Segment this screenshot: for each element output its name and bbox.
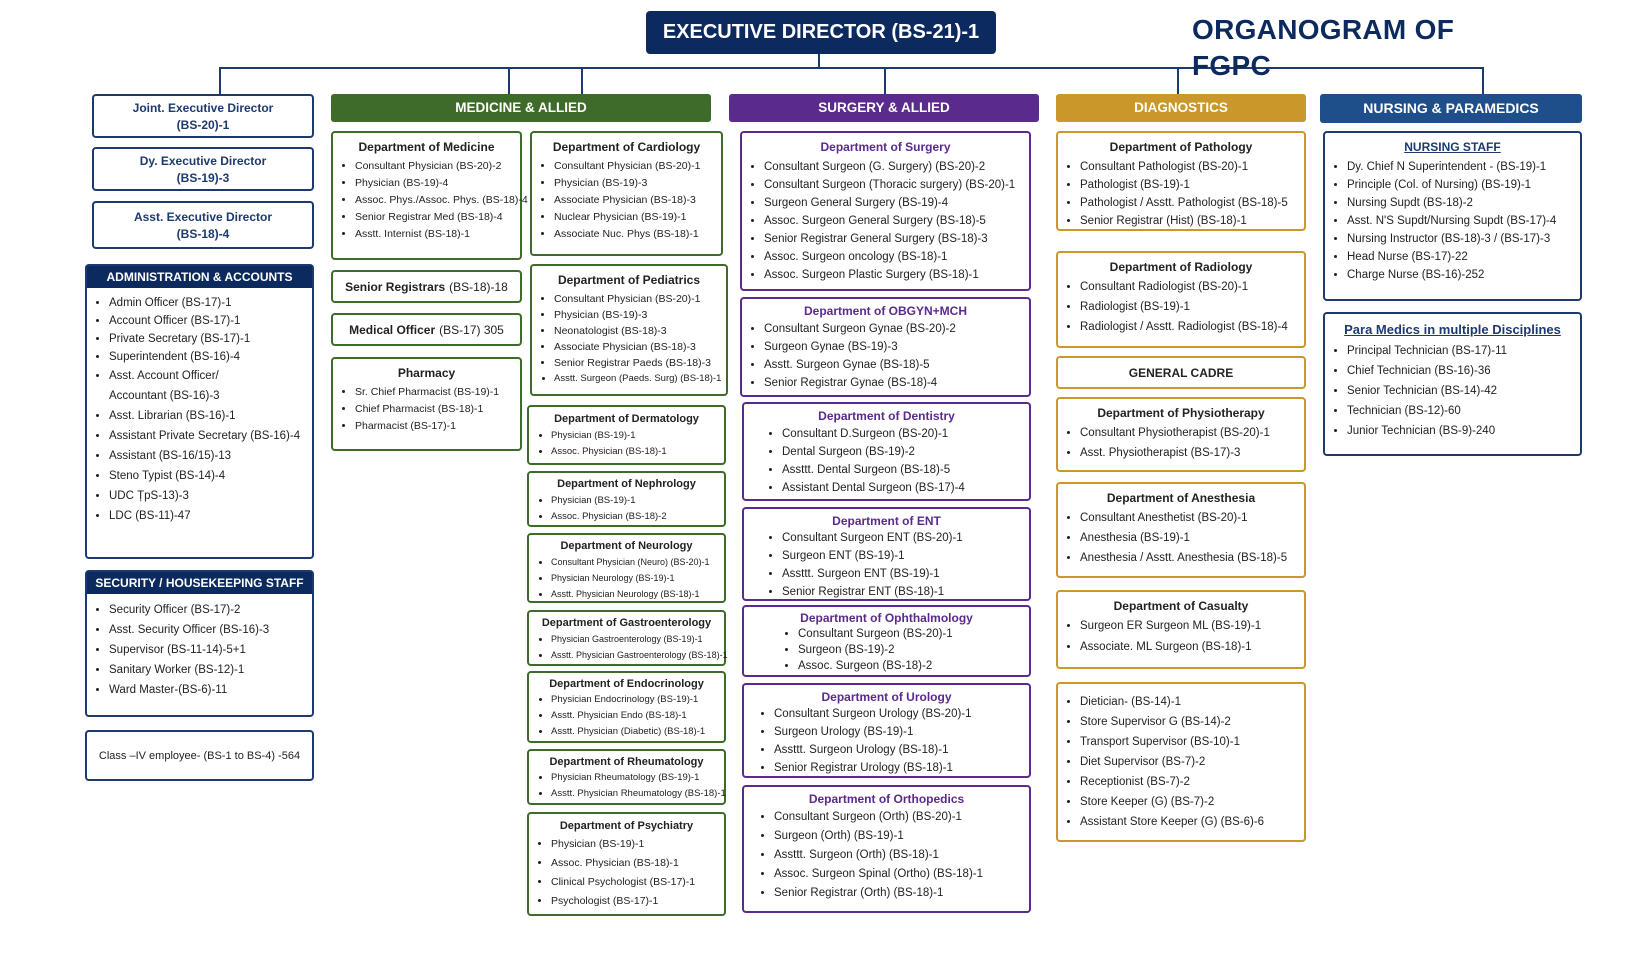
list-item: • Physician (BS-19)-3: [554, 307, 726, 323]
list-item: • Senior Registrar (Orth) (BS-18)-1: [774, 884, 1029, 903]
medical-officer-box: [331, 313, 522, 346]
dept-anesthesia-title: Department of Anesthesia: [1106, 491, 1256, 505]
dept-dentistry-title: Department of Dentistry: [818, 409, 955, 423]
list-item: • Security Officer (BS-17)-2: [109, 600, 312, 620]
dept-nephrology-box: [527, 471, 726, 527]
list-item: • Assoc. Surgeon General Surgery (BS-18)-5: [764, 212, 1029, 230]
list-item: • LDC (BS-11)-47: [109, 506, 312, 526]
list-item: • Assoc. Surgeon Plastic Surgery (BS-18)-1: [764, 266, 1029, 284]
dept-urology-title: Department of Urology: [821, 690, 952, 704]
pharmacy-box: [331, 357, 522, 451]
dept-obgyn-box: [740, 297, 1031, 397]
list-item: • Dental Surgeon (BS-19)-2: [782, 443, 1029, 461]
dept-urology-box: [742, 683, 1031, 778]
dept-physio-box: [1056, 397, 1306, 472]
paramedics-box: [1323, 312, 1582, 456]
connector-diagnostics: [1177, 67, 1179, 94]
connector-admin: [219, 67, 221, 94]
list-item: • Supervisor (BS-11-14)-5+1: [109, 640, 312, 660]
asst-ed-title: Asst. Executive Director: [133, 210, 273, 224]
list-item: • Physician (BS-19)-1: [551, 835, 724, 854]
list-item: • Assistant Dental Surgeon (BS-17)-4: [782, 479, 1029, 497]
dept-neurology-title: Department of Neurology: [560, 540, 693, 552]
asst-ed-box: [92, 201, 314, 249]
list-item: • Pathologist (BS-19)-1: [1080, 176, 1304, 194]
list-item: • Consultant Surgeon (Thoracic surgery) (BS-20)-1: [764, 176, 1029, 194]
list-item: • Consultant Surgeon Gynae (BS-20)-2: [764, 320, 1029, 338]
list-item: • Consultant Surgeon Urology (BS-20)-1: [774, 705, 1029, 723]
list-item: • Assistant Private Secretary (BS-16)-4: [109, 426, 312, 446]
list-item: • Assoc. Physician (BS-18)-1: [551, 444, 724, 460]
list-item: • Head Nurse (BS-17)-22: [1347, 248, 1580, 266]
list-item: • Assttt. Surgeon (Orth) (BS-18)-1: [774, 846, 1029, 865]
dept-surgery-box: [740, 131, 1031, 291]
dept-endo-title: Department of Endocrinology: [549, 678, 704, 690]
list-item: • UDC ȚpS-13)-3: [109, 486, 312, 506]
list-item: • Principal Technician (BS-17)-11: [1347, 341, 1580, 361]
list-item: • Surgeon ENT (BS-19)-1: [782, 547, 1029, 565]
dept-pediatrics-box: [530, 264, 728, 396]
nursing-staff-title: NURSING STAFF: [1404, 140, 1501, 154]
pharmacy-title: Pharmacy: [397, 366, 456, 380]
list-item: • Assoc. Surgeon (BS-18)-2: [798, 658, 1029, 674]
list-item: • Senior Registrar Gynae (BS-18)-4: [764, 374, 1029, 392]
dept-pediatrics-title: Department of Pediatrics: [557, 273, 701, 287]
list-item: • Anesthesia / Asstt. Anesthesia (BS-18)-5: [1080, 548, 1304, 568]
dept-anesthesia-box: [1056, 482, 1306, 578]
list-item: • Consultant Physiotherapist (BS-20)-1: [1080, 423, 1304, 443]
list-item: • Anesthesia (BS-19)-1: [1080, 528, 1304, 548]
list-item: • Asstt. Surgeon Gynae (BS-18)-5: [764, 356, 1029, 374]
dept-obgyn-title: Department of OBGYN+MCH: [803, 304, 967, 318]
admin-accounts-header: ADMINISTRATION & ACCOUNTS: [87, 266, 312, 288]
list-item: • Transport Supervisor (BS-10)-1: [1080, 732, 1304, 752]
list-item: • Asstt. Physician (Diabetic) (BS-18)-1: [551, 724, 724, 740]
senior-registrars-value: (BS-18)-18: [449, 279, 508, 294]
connector-medicine-2: [581, 67, 583, 94]
list-item: • Consultant Surgeon (BS-20)-1: [798, 626, 1029, 642]
dept-casualty-box: [1056, 590, 1306, 669]
list-item: • Dy. Chief N Superintendent - (BS-19)-1: [1347, 158, 1580, 176]
list-item: • Assoc. Physician (BS-18)-2: [551, 509, 724, 525]
list-item: • Technician (BS-12)-60: [1347, 401, 1580, 421]
dept-dermatology-title: Department of Dermatology: [554, 413, 699, 425]
list-item: • Asstt. Physician Endo (BS-18)-1: [551, 708, 724, 724]
joint-ed-title: Joint. Executive Director: [132, 101, 274, 115]
list-item: • Senior Registrar ENT (BS-18)-1: [782, 583, 1029, 601]
list-item: • Nuclear Physician (BS-19)-1: [554, 209, 721, 226]
dept-gastro-box: [527, 610, 726, 666]
list-item: • Physician (BS-19)-4: [355, 175, 520, 192]
dept-radiology-title: Department of Radiology: [1109, 260, 1253, 274]
list-item: • Steno Typist (BS-14)-4: [109, 466, 312, 486]
list-item: • Nursing Instructor (BS-18)-3 / (BS-17)-3: [1347, 230, 1580, 248]
list-item: • Asstt. Physician Neurology (BS-18)-1: [551, 586, 724, 602]
list-item: • Consultant Surgeon ENT (BS-20)-1: [782, 529, 1029, 547]
dept-neurology-box: [527, 533, 726, 603]
list-item: • Surgeon (Orth) (BS-19)-1: [774, 827, 1029, 846]
list-item: • Assoc. Phys./Assoc. Phys. (BS-18)-4: [355, 192, 520, 209]
medicine-header: MEDICINE & ALLIED: [331, 94, 711, 122]
list-item: • Sr. Chief Pharmacist (BS-19)-1: [355, 384, 520, 401]
surgery-header: SURGERY & ALLIED: [729, 94, 1039, 122]
dept-cardiology-box: [530, 131, 723, 256]
list-item: • Physician (BS-19)-3: [554, 175, 721, 192]
connector-horizontal: [219, 67, 1484, 69]
list-item: • Consultant Physician (BS-20)-1: [554, 158, 721, 175]
list-item: • Assistant (BS-16/15)-13: [109, 446, 312, 466]
list-item: • Senior Registrar Urology (BS-18)-1: [774, 759, 1029, 777]
list-item: • Asst. Account Officer/: [109, 366, 312, 386]
list-item: • Assttt. Surgeon Urology (BS-18)-1: [774, 741, 1029, 759]
list-item: • Chief Technician (BS-16)-36: [1347, 361, 1580, 381]
dept-dentistry-box: [742, 402, 1031, 501]
list-item: • Assttt. Dental Surgeon (BS-18)-5: [782, 461, 1029, 479]
list-item: • Asst. Physiotherapist (BS-17)-3: [1080, 443, 1304, 463]
list-item: • Private Secretary (BS-17)-1: [109, 330, 312, 348]
list-item: • Physician Neurology (BS-19)-1: [551, 570, 724, 586]
senior-registrars-box: [331, 270, 522, 303]
page-title: ORGANOGRAM OF FGPC: [1192, 14, 1455, 81]
list-item: • Pharmacist (BS-17)-1: [355, 418, 520, 435]
class4-label: Class –IV employee- (BS-1 to BS-4) -564: [98, 749, 301, 762]
list-item: • Asstt. Surgeon (Paeds. Surg) (BS-18)-1: [554, 371, 726, 387]
dept-pathology-title: Department of Pathology: [1109, 140, 1253, 154]
list-item: • Charge Nurse (BS-16)-252: [1347, 266, 1580, 284]
list-item: • Principle (Col. of Nursing) (BS-19)-1: [1347, 176, 1580, 194]
list-item: • Senior Registrar (Hist) (BS-18)-1: [1080, 212, 1304, 230]
list-item: • Consultant Anesthetist (BS-20)-1: [1080, 508, 1304, 528]
list-item: • Radiologist (BS-19)-1: [1080, 297, 1304, 317]
list-item: • Associate Physician (BS-18)-3: [554, 192, 721, 209]
list-item: • Assttt. Surgeon ENT (BS-19)-1: [782, 565, 1029, 583]
executive-director-label: EXECUTIVE DIRECTOR (BS-21)-1: [662, 21, 980, 43]
dept-radiology-box: [1056, 251, 1306, 348]
class4-box: [85, 730, 314, 781]
list-item: • Store Supervisor G (BS-14)-2: [1080, 712, 1304, 732]
list-item: • Store Keeper (G) (BS-7)-2: [1080, 792, 1304, 812]
list-item: Accountant (BS-16)-3: [109, 390, 220, 402]
list-item: • Consultant Physician (BS-20)-1: [554, 291, 726, 307]
dept-gastro-title: Department of Gastroenterology: [541, 617, 712, 629]
dept-ophth-title: Department of Ophthalmology: [800, 611, 973, 625]
list-item: • Asstt. Physician Rheumatology (BS-18)-1: [551, 786, 724, 802]
dept-endo-box: [527, 671, 726, 743]
connector-medicine-1: [508, 67, 510, 94]
list-item: • Consultant Physician (Neuro) (BS-20)-1: [551, 554, 724, 570]
general-cadre-box: [1056, 356, 1306, 389]
list-item: • Physician Endocrinology (BS-19)-1: [551, 692, 724, 708]
list-item: • Superintendent (BS-16)-4: [109, 348, 312, 366]
list-item: • Consultant D.Surgeon (BS-20)-1: [782, 425, 1029, 443]
list-item: • Physician (BS-19)-1: [551, 493, 724, 509]
list-item: • Assistant Store Keeper (G) (BS-6)-6: [1080, 812, 1304, 832]
list-item: • Senior Registrar Med (BS-18)-4: [355, 209, 520, 226]
connector-top: [818, 52, 820, 68]
list-item: • Asst. Security Officer (BS-16)-3: [109, 620, 312, 640]
list-item: • Neonatologist (BS-18)-3: [554, 323, 726, 339]
security-box: [85, 570, 314, 717]
list-item: • Psychologist (BS-17)-1: [551, 892, 724, 911]
medical-officer-label: Medical Officer: [349, 322, 436, 337]
list-item: • Account Officer (BS-17)-1: [109, 312, 312, 330]
list-item: • Surgeon General Surgery (BS-19)-4: [764, 194, 1029, 212]
list-item: • Radiologist / Asstt. Radiologist (BS-18)-4: [1080, 317, 1304, 337]
list-item: • Associate Nuc. Phys (BS-18)-1: [554, 226, 721, 243]
list-item: • Asst. N'S Supdt/Nursing Supdt (BS-17)-4: [1347, 212, 1580, 230]
list-item: • Asst. Librarian (BS-16)-1: [109, 406, 312, 426]
medical-officer-value: (BS-17) 305: [439, 322, 504, 337]
dept-rheum-title: Department of Rheumatology: [549, 756, 704, 768]
list-item: • Surgeon (BS-19)-2: [798, 642, 1029, 658]
dept-pathology-box: [1056, 131, 1306, 231]
dept-medicine-title: Department of Medicine: [358, 140, 495, 154]
list-item: • Admin Officer (BS-17)-1: [109, 294, 312, 312]
list-item: • Associate Physician (BS-18)-3: [554, 339, 726, 355]
dept-rheum-box: [527, 749, 726, 805]
nursing-staff-box: [1323, 131, 1582, 301]
list-item: • Sanitary Worker (BS-12)-1: [109, 660, 312, 680]
dept-ophth-box: [742, 605, 1031, 677]
list-item: • Nursing Supdt (BS-18)-2: [1347, 194, 1580, 212]
dy-ed-title: Dy. Executive Director: [139, 154, 267, 168]
nursing-header: NURSING & PARAMEDICS: [1320, 94, 1582, 123]
dept-ortho-box: [742, 785, 1031, 913]
list-item: • Physician Gastroenterology (BS-19)-1: [551, 631, 724, 647]
list-item: • Ward Master-(BS-6)-11: [109, 680, 312, 700]
list-item: • Clinical Psychologist (BS-17)-1: [551, 873, 724, 892]
list-item: • Assoc. Surgeon Spinal (Ortho) (BS-18)-1: [774, 865, 1029, 884]
dept-surgery-title: Department of Surgery: [820, 140, 951, 154]
admin-accounts-box: [85, 264, 314, 559]
general-cadre-label: GENERAL CADRE: [1128, 365, 1234, 380]
list-item: • Senior Technician (BS-14)-42: [1347, 381, 1580, 401]
list-item: • Junior Technician (BS-9)-240: [1347, 421, 1580, 441]
dept-medicine-box: [331, 131, 528, 260]
dy-ed-box: [92, 147, 314, 191]
dept-ent-title: Department of ENT: [832, 514, 941, 528]
executive-director-box: [646, 11, 996, 54]
dept-casualty-title: Department of Casualty: [1113, 599, 1249, 613]
list-item: • Assoc. Surgeon oncology (BS-18)-1: [764, 248, 1029, 266]
list-item: • Physician Rheumatology (BS-19)-1: [551, 770, 724, 786]
asst-ed-scale: (BS-18)-4: [176, 227, 230, 241]
diagnostics-header: DIAGNOSTICS: [1056, 94, 1306, 122]
list-item: • Diet Supervisor (BS-7)-2: [1080, 752, 1304, 772]
list-item: • Asstt. Physician Gastroenterology (BS-18)-1: [551, 647, 724, 663]
paramedics-title: Para Medics in multiple Disciplines: [1344, 322, 1561, 337]
dept-nephrology-title: Department of Nephrology: [557, 478, 696, 490]
list-item: • Consultant Physician (BS-20)-2: [355, 158, 520, 175]
list-item: • Physician (BS-19)-1: [551, 428, 724, 444]
dept-physio-title: Department of Physiotherapy: [1097, 406, 1265, 420]
dy-ed-scale: (BS-19)-3: [176, 171, 230, 185]
list-item: • Consultant Pathologist (BS-20)-1: [1080, 158, 1304, 176]
list-item: • Receptionist (BS-7)-2: [1080, 772, 1304, 792]
list-item: • Associate. ML Surgeon (BS-18)-1: [1080, 637, 1304, 658]
dept-psych-title: Department of Psychiatry: [559, 820, 694, 832]
connector-surgery: [884, 67, 886, 94]
dept-ortho-title: Department of Orthopedics: [808, 792, 965, 806]
list-item: • Consultant Radiologist (BS-20)-1: [1080, 277, 1304, 297]
list-item: • Surgeon ER Surgeon ML (BS-19)-1: [1080, 616, 1304, 637]
dept-dermatology-box: [527, 405, 726, 465]
list-item: • Chief Pharmacist (BS-18)-1: [355, 401, 520, 418]
list-item: • Senior Registrar Paeds (BS-18)-3: [554, 355, 726, 371]
joint-ed-box: [92, 94, 314, 138]
joint-ed-scale: (BS-20)-1: [176, 118, 230, 132]
senior-registrars-label: Senior Registrars: [345, 279, 446, 294]
list-item: • Surgeon Gynae (BS-19)-3: [764, 338, 1029, 356]
misc-staff-box: [1056, 682, 1306, 842]
list-item: • Assoc. Physician (BS-18)-1: [551, 854, 724, 873]
list-item: • Surgeon Urology (BS-19)-1: [774, 723, 1029, 741]
connector-nursing: [1482, 67, 1484, 94]
list-item: • Consultant Surgeon (G. Surgery) (BS-20)-2: [764, 158, 1029, 176]
dept-ent-box: [742, 507, 1031, 601]
list-item: • Senior Registrar General Surgery (BS-18)-3: [764, 230, 1029, 248]
list-item: • Dietician- (BS-14)-1: [1080, 692, 1304, 712]
list-item: • Consultant Surgeon (Orth) (BS-20)-1: [774, 808, 1029, 827]
list-item: • Asstt. Internist (BS-18)-1: [355, 226, 520, 243]
dept-psych-box: [527, 812, 726, 916]
list-item: • Pathologist / Asstt. Pathologist (BS-18)-5: [1080, 194, 1304, 212]
dept-cardiology-title: Department of Cardiology: [552, 140, 701, 154]
security-header: SECURITY / HOUSEKEEPING STAFF: [87, 572, 312, 594]
